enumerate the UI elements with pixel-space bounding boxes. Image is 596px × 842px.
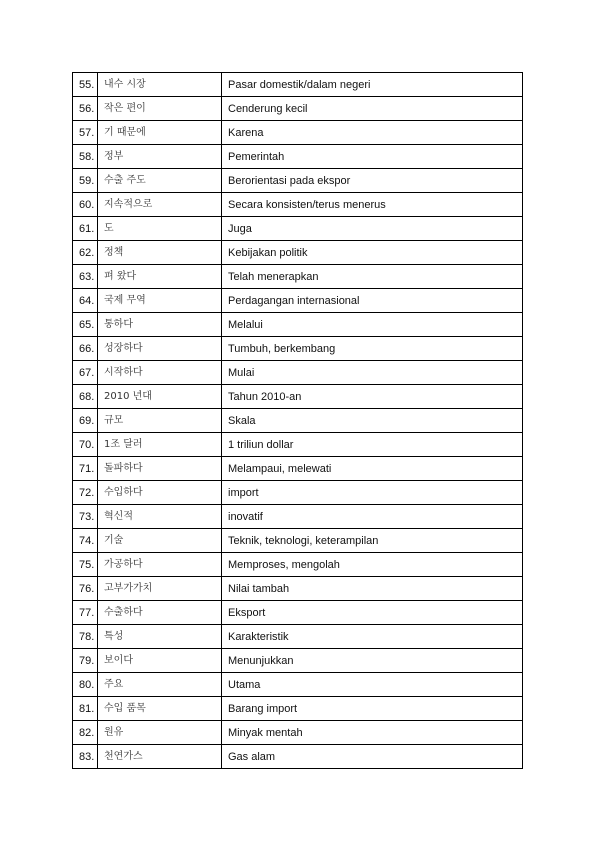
korean-term-cell: 1조 달러	[98, 433, 222, 457]
table-row	[73, 409, 523, 433]
indonesian-meaning-cell: Minyak mentah	[222, 721, 523, 745]
table-row	[73, 745, 523, 769]
indonesian-meaning-cell: Pasar domestik/dalam negeri	[222, 73, 523, 97]
table-row	[73, 481, 523, 505]
indonesian-meaning-cell: Barang import	[222, 697, 523, 721]
table-row	[73, 145, 523, 169]
indonesian-meaning-cell: Utama	[222, 673, 523, 697]
indonesian-meaning-cell: Karena	[222, 121, 523, 145]
korean-term-cell: 천연가스	[98, 745, 222, 769]
table-row	[73, 97, 523, 121]
table-row	[73, 697, 523, 721]
indonesian-meaning-cell: Melampaui, melewati	[222, 457, 523, 481]
table-row	[73, 625, 523, 649]
indonesian-meaning-cell: Secara konsisten/terus menerus	[222, 193, 523, 217]
table-row	[73, 433, 523, 457]
indonesian-meaning-cell: Melalui	[222, 313, 523, 337]
korean-term-cell: 주요	[98, 673, 222, 697]
row-number-cell: 66.	[73, 337, 98, 361]
korean-term-cell: 수입 품목	[98, 697, 222, 721]
row-number-cell: 82.	[73, 721, 98, 745]
indonesian-meaning-cell: Mulai	[222, 361, 523, 385]
korean-term-cell: 도	[98, 217, 222, 241]
indonesian-meaning-cell: Nilai tambah	[222, 577, 523, 601]
indonesian-meaning-cell: Teknik, teknologi, keterampilan	[222, 529, 523, 553]
indonesian-meaning-cell: Memproses, mengolah	[222, 553, 523, 577]
indonesian-meaning-cell: Perdagangan internasional	[222, 289, 523, 313]
row-number-cell: 65.	[73, 313, 98, 337]
row-number-cell: 76.	[73, 577, 98, 601]
row-number-cell: 63.	[73, 265, 98, 289]
indonesian-meaning-cell: import	[222, 481, 523, 505]
korean-term-cell: 작은 편이	[98, 97, 222, 121]
korean-term-cell: 수출하다	[98, 601, 222, 625]
korean-term-cell: 보이다	[98, 649, 222, 673]
row-number-cell: 60.	[73, 193, 98, 217]
table-row	[73, 169, 523, 193]
korean-term-cell: 지속적으로	[98, 193, 222, 217]
table-row	[73, 73, 523, 97]
korean-term-cell: 수출 주도	[98, 169, 222, 193]
row-number-cell: 80.	[73, 673, 98, 697]
vocabulary-table	[72, 72, 523, 769]
row-number-cell: 57.	[73, 121, 98, 145]
table-row	[73, 529, 523, 553]
indonesian-meaning-cell: Eksport	[222, 601, 523, 625]
korean-term-cell: 수입하다	[98, 481, 222, 505]
table-row	[73, 553, 523, 577]
korean-term-cell: 성장하다	[98, 337, 222, 361]
table-row	[73, 265, 523, 289]
korean-term-cell: 규모	[98, 409, 222, 433]
indonesian-meaning-cell: Karakteristik	[222, 625, 523, 649]
indonesian-meaning-cell: 1 triliun dollar	[222, 433, 523, 457]
row-number-cell: 83.	[73, 745, 98, 769]
korean-term-cell: 혁신적	[98, 505, 222, 529]
row-number-cell: 70.	[73, 433, 98, 457]
table-row	[73, 361, 523, 385]
table-row	[73, 721, 523, 745]
table-row	[73, 505, 523, 529]
row-number-cell: 75.	[73, 553, 98, 577]
table-row	[73, 457, 523, 481]
korean-term-cell: 내수 시장	[98, 73, 222, 97]
row-number-cell: 64.	[73, 289, 98, 313]
indonesian-meaning-cell: Cenderung kecil	[222, 97, 523, 121]
table-row	[73, 241, 523, 265]
indonesian-meaning-cell: inovatif	[222, 505, 523, 529]
row-number-cell: 72.	[73, 481, 98, 505]
row-number-cell: 55.	[73, 73, 98, 97]
table-row	[73, 601, 523, 625]
korean-term-cell: 2010 년대	[98, 385, 222, 409]
indonesian-meaning-cell: Menunjukkan	[222, 649, 523, 673]
korean-term-cell: 국제 무역	[98, 289, 222, 313]
row-number-cell: 56.	[73, 97, 98, 121]
vocabulary-table-body	[73, 73, 523, 769]
row-number-cell: 71.	[73, 457, 98, 481]
indonesian-meaning-cell: Telah menerapkan	[222, 265, 523, 289]
table-row	[73, 385, 523, 409]
row-number-cell: 61.	[73, 217, 98, 241]
table-row	[73, 337, 523, 361]
indonesian-meaning-cell: Gas alam	[222, 745, 523, 769]
korean-term-cell: 통하다	[98, 313, 222, 337]
table-row	[73, 217, 523, 241]
row-number-cell: 81.	[73, 697, 98, 721]
table-row	[73, 193, 523, 217]
korean-term-cell: 정부	[98, 145, 222, 169]
indonesian-meaning-cell: Skala	[222, 409, 523, 433]
table-row	[73, 673, 523, 697]
korean-term-cell: 원유	[98, 721, 222, 745]
row-number-cell: 62.	[73, 241, 98, 265]
row-number-cell: 78.	[73, 625, 98, 649]
row-number-cell: 69.	[73, 409, 98, 433]
table-row	[73, 121, 523, 145]
korean-term-cell: 돌파하다	[98, 457, 222, 481]
indonesian-meaning-cell: Tahun 2010-an	[222, 385, 523, 409]
row-number-cell: 67.	[73, 361, 98, 385]
korean-term-cell: 시작하다	[98, 361, 222, 385]
table-row	[73, 649, 523, 673]
korean-term-cell: 고부가가치	[98, 577, 222, 601]
row-number-cell: 58.	[73, 145, 98, 169]
indonesian-meaning-cell: Tumbuh, berkembang	[222, 337, 523, 361]
row-number-cell: 59.	[73, 169, 98, 193]
row-number-cell: 68.	[73, 385, 98, 409]
row-number-cell: 79.	[73, 649, 98, 673]
indonesian-meaning-cell: Juga	[222, 217, 523, 241]
korean-term-cell: 특성	[98, 625, 222, 649]
korean-term-cell: 정책	[98, 241, 222, 265]
row-number-cell: 73.	[73, 505, 98, 529]
row-number-cell: 74.	[73, 529, 98, 553]
indonesian-meaning-cell: Pemerintah	[222, 145, 523, 169]
korean-term-cell: 펴 왔다	[98, 265, 222, 289]
indonesian-meaning-cell: Kebijakan politik	[222, 241, 523, 265]
table-row	[73, 289, 523, 313]
indonesian-meaning-cell: Berorientasi pada ekspor	[222, 169, 523, 193]
table-row	[73, 313, 523, 337]
korean-term-cell: 가공하다	[98, 553, 222, 577]
row-number-cell: 77.	[73, 601, 98, 625]
table-row	[73, 577, 523, 601]
korean-term-cell: 기 때문에	[98, 121, 222, 145]
korean-term-cell: 기술	[98, 529, 222, 553]
